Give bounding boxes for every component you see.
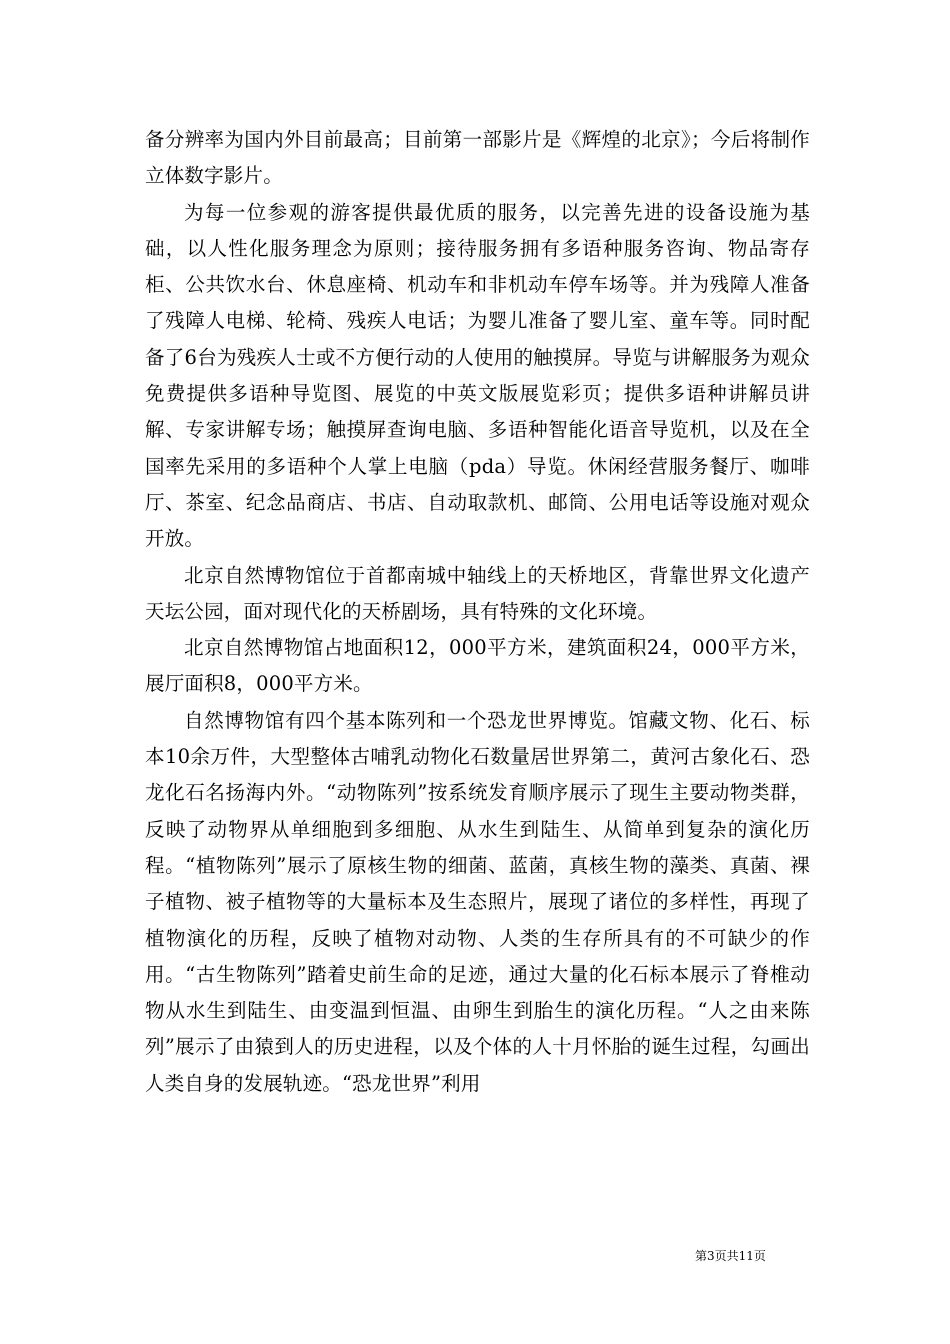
paragraph-exhibitions: 自然博物馆有四个基本陈列和一个恐龙世界博览。馆藏文物、化石、标本10余万件，大型整体古哺乳动物化石数量居世界第二，黄河古象化石、恐龙化石名扬海内外。“动物陈列”按系统发育顺序展示了现生主要动物类群，反映了动物界从单细胞到多细胞、从水生到陆生、从简单到复杂的演化历程。“植物陈列”展示了原核生物的细菌、蓝菌，真核生物的藻类、真菌、裸子植物、被子植物等的大量标本及生态照片，展现了诸位的多样性，再现了植物演化的历程，反映了植物对动物、人类的生存所具有的不可缺少的作用。“古生物陈列”踏着史前生命的足迹，通过大量的化石标本展示了脊椎动物从水生到陆生、由变温到恒温、由卵生到胎生的演化历程。“人之由来陈列”展示了由猿到人的历史进程，以及个体的人十月怀胎的诞生过程，勾画出人类自身的发展轨迹。“恐龙世界”利用: [145, 708, 810, 1095]
document-body: [145, 122, 810, 1102]
paragraph-museum-location: 北京自然博物馆位于首都南城中轴线上的天桥地区，背靠世界文化遗产天坛公园，面对现代化的天桥剧场，具有特殊的文化环境。: [145, 563, 810, 623]
paragraph-continuation: 备分辨率为国内外目前最高；目前第一部影片是《辉煌的北京》；今后将制作立体数字影片。: [145, 128, 810, 188]
page-number-footer: 第3页共11页: [695, 1249, 766, 1263]
paragraph-visitor-services: 为每一位参观的游客提供最优质的服务，以完善先进的设备设施为基础，以人性化服务理念为原则；接待服务拥有多语种服务咨询、物品寄存柜、公共饮水台、休息座椅、机动车和非机动车停车场等。并为残障人准备了残障人电梯、轮椅、残疾人电话；为婴儿准备了婴儿室、童车等。同时配备了6台为残疾人士或不方便行动的人使用的触摸屏。导览与讲解服务为观众免费提供多语种导览图、展览的中英文版展览彩页；提供多语种讲解员讲解、专家讲解专场；触摸屏查询电脑、多语种智能化语音导览机，以及在全国率先采用的多语种个人掌上电脑（pda）导览。休闲经营服务餐厅、咖啡厅、茶室、纪念品商店、书店、自动取款机、邮筒、公用电话等设施对观众开放。: [145, 200, 810, 551]
paragraph-museum-area: 北京自然博物馆占地面积12，000平方米，建筑面积24，000平方米，展厅面积8，000平方米。: [145, 636, 810, 696]
